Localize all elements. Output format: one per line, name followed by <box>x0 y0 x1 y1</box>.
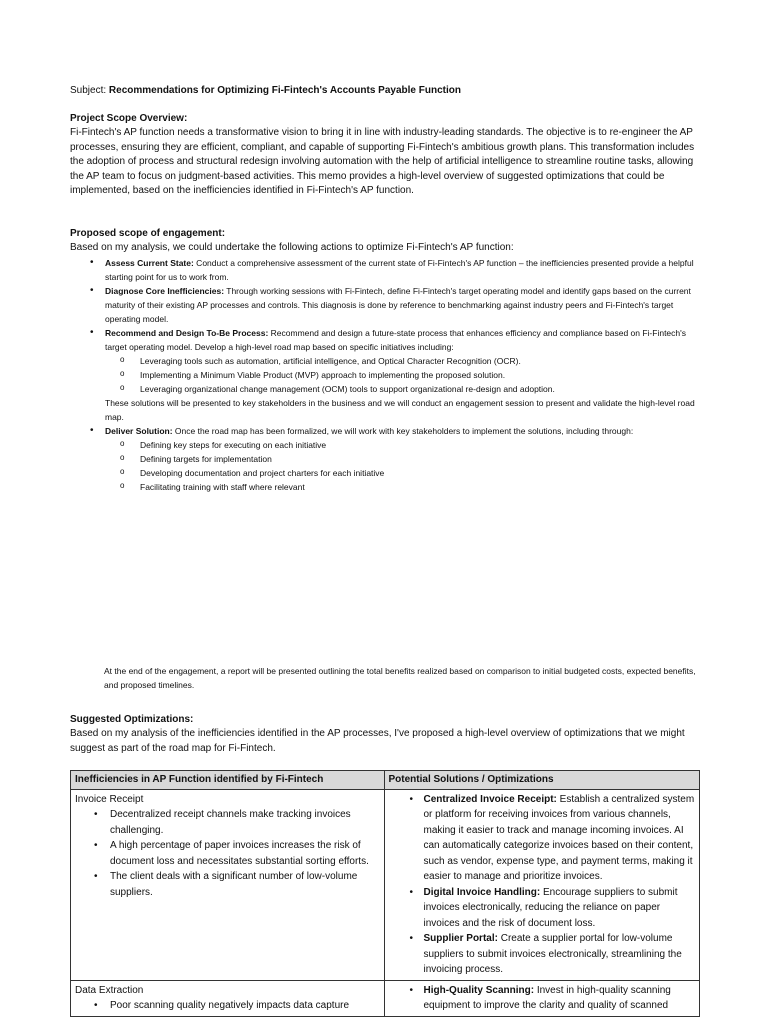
optimizations-body: Based on my analysis of the inefficiencies identified in the AP processes, I've proposed a high-level overview of optimizations that we might suggest as part of the road map for Fi-Fintech. <box>70 728 685 754</box>
optimizations-table <box>70 770 700 1017</box>
solution-item <box>389 931 696 978</box>
solution-text: Invest in high-quality scanning equipment to improve the clarity and quality of scanned <box>423 984 671 1011</box>
scope-overview-section <box>70 112 702 198</box>
issue-list <box>75 807 380 900</box>
solution-list <box>389 792 696 978</box>
item-text: Through working sessions with Fi-Fintech, define Fi-Fintech's target operating model and identify gaps based on the current maturity of their existing AP processes and controls. This diagnosis is done by reference to benchmarking against industry peers and Fi-Fintech's target operating model. <box>105 285 691 324</box>
engagement-heading: Proposed scope of engagement: <box>70 228 226 239</box>
category-label: Data Extraction <box>75 984 144 996</box>
item-text: Recommend and design a future-state process that enhances efficiency and compliance based on Fi-Fintech's target operating model. Develop a high-level road map based on specific initiatives including: <box>105 327 687 352</box>
optimizations-section <box>70 713 702 756</box>
solution-item <box>389 885 696 932</box>
engagement-list <box>70 256 702 396</box>
solution-cell <box>384 980 700 1016</box>
item-title: Recommend and Design To-Be Process: <box>105 327 269 338</box>
solution-item <box>389 792 696 885</box>
item-title: Deliver Solution: <box>105 425 173 436</box>
solution-cell <box>384 789 700 980</box>
solution-text: Create a supplier portal for low-volume suppliers to submit invoices electronically, streamlining the invoicing process. <box>423 933 682 975</box>
solution-title: High-Quality Scanning: <box>423 984 535 996</box>
table-row <box>71 980 700 1016</box>
sub-list-item: o Developing documentation and project charters for each initiative <box>105 466 702 480</box>
solution-title: Centralized Invoice Receipt: <box>423 793 557 805</box>
solution-text: Encourage suppliers to submit invoices electronically, reducing the reliance on paper invoices and the risk of document loss. <box>423 886 678 929</box>
table-row <box>71 789 700 980</box>
solution-title: Supplier Portal: <box>423 933 498 944</box>
optimizations-heading: Suggested Optimizations: <box>70 714 194 725</box>
item-title: Assess Current State: <box>105 257 194 268</box>
item-text: Conduct a comprehensive assessment of the current state of Fi-Fintech's AP function – the inefficiencies presented provide a helpful starting point for us to work from. <box>105 257 694 282</box>
solution-item <box>389 983 696 1014</box>
engagement-intro: Based on my analysis, we could undertake the following actions to optimize Fi-Fintech's AP function: <box>70 242 514 254</box>
issue-list <box>75 998 380 1014</box>
issue-item: • The client deals with a significant number of low-volume suppliers. <box>75 869 380 900</box>
sub-list-item: o Defining key steps for executing on each initiative <box>105 438 702 452</box>
inefficiency-cell <box>71 980 385 1016</box>
scope-overview-heading: Project Scope Overview: <box>70 113 188 124</box>
sub-list-item: o Implementing a Minimum Viable Product (MVP) approach to implementing the proposed solution. <box>105 368 702 382</box>
stakeholder-note: These solutions will be presented to key stakeholders in the business and we will conduct an engagement session to present and validate the high-level road map. <box>105 397 695 422</box>
issue-item: • Decentralized receipt channels make tracking invoices challenging. <box>75 807 380 838</box>
subject-title: Recommendations for Optimizing Fi-Fintech's Accounts Payable Function <box>108 85 461 96</box>
sub-list-item: o Leveraging organizational change management (OCM) tools to support organizational re-design and adoption. <box>105 382 702 396</box>
list-item <box>70 326 702 396</box>
sub-list-item: o Defining targets for implementation <box>105 452 702 466</box>
sub-list <box>105 354 702 396</box>
column-header-solutions: Potential Solutions / Optimizations <box>384 771 700 790</box>
subject-label: Subject: <box>70 85 107 96</box>
column-header-inefficiencies: Inefficiencies in AP Function identified by Fi-Fintech <box>71 771 385 790</box>
list-item <box>70 424 702 494</box>
sub-list-item: o Facilitating training with staff where relevant <box>105 480 702 494</box>
solution-title: Digital Invoice Handling: <box>423 886 541 898</box>
sub-list-item: o Leveraging tools such as automation, artificial intelligence, and Optical Character Recognition (OCR). <box>105 354 702 368</box>
sub-list <box>105 438 702 494</box>
subject-line <box>70 84 702 98</box>
list-item <box>70 284 702 326</box>
closing-note: At the end of the engagement, a report will be presented outlining the total benefits realized based on comparison to initial budgeted costs, expected benefits, and proposed timelines. <box>104 666 696 690</box>
item-text: Once the road map has been formalized, we will work with key stakeholders to implement the solutions, including through: <box>172 425 634 436</box>
table-header-row <box>71 771 700 790</box>
issue-item: • A high percentage of paper invoices increases the risk of document loss and necessitates substantial sorting efforts. <box>75 838 380 869</box>
inefficiency-cell <box>71 789 385 980</box>
scope-overview-body: Fi-Fintech's AP function needs a transformative vision to bring it in line with industry-leading standards. The objective is to re-engineer the AP processes, ensuring they are efficient, compliant, and capable of supporting Fi-Fintech's ambitious growth plans. This transformation includes the adoption of process and structural redesign involving automation with the help of artificial intelligence to streamline routine tasks, allowing the AP team to focus on judgment-based activities. This memo provides a high-level overview of suggested optimizations that could be implemented, based on the inefficiencies identified in Fi-Fintech's AP function. <box>70 127 695 197</box>
item-title: Diagnose Core Inefficiencies: <box>105 285 225 296</box>
engagement-list-continued <box>70 424 702 494</box>
engagement-section <box>70 227 702 494</box>
solution-text: Establish a centralized system or platform for receiving invoices from various channels, making it easier to track and manage incoming invoices. AI can automatically categorize invoices based on their content, such as vendor, expense type, and payment terms, making it easier to manage and prioritize invoices. <box>423 793 695 882</box>
category-label: Invoice Receipt <box>75 793 144 805</box>
solution-list <box>389 983 696 1014</box>
issue-item: • Poor scanning quality negatively impacts data capture <box>75 998 380 1014</box>
list-item <box>70 256 702 284</box>
